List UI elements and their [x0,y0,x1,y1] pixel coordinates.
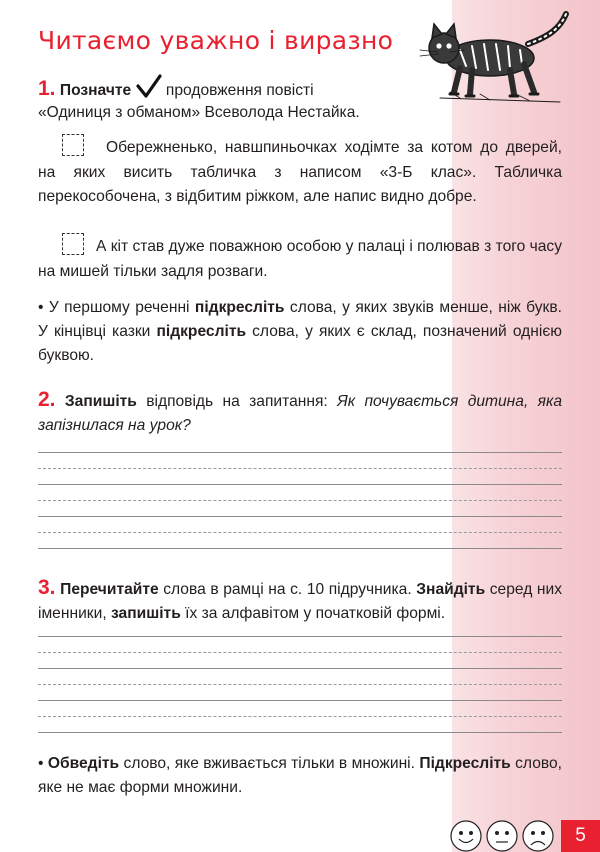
answer-line-guide [38,716,562,717]
option-2-text: А кіт став дуже поважною особою у палаці і полював з того часу на мишей тільки задля розваги. [38,238,563,280]
task-1-number: 1. [38,77,56,100]
option-1-text: Обережненько, навшпиньочках ходімте за котом до дверей, на яких висить табличка з написом «3-Б клас». Табличка перекособочена, з відбитим ріжком, але напис видно добре. [38,139,562,205]
answer-line-guide [38,500,562,501]
task-2-number: 2. [38,388,56,411]
answer-line-guide [38,532,562,533]
answer-line[interactable] [38,732,562,733]
cat-illustration-icon [410,6,586,104]
task-2-question: Як почувається дитина, яка запізнилася на урок? [38,393,562,434]
section-title: Читаємо уважно і виразно [38,26,394,55]
self-assessment-faces [448,818,558,852]
task-3-number: 3. [38,576,56,599]
answer-line[interactable] [38,548,562,549]
answer-line-guide [38,684,562,685]
task-4-note: • Обведіть слово, яке вживається тільки в множині. Підкресліть слово, яке не має форми множини. [38,755,562,796]
sad-face-icon[interactable] [523,821,553,851]
task-2-instruction: 2. Запишіть відповідь на запитання: Як почувається дитина, яка запізнилася на урок? [38,388,562,434]
answer-line[interactable] [38,516,562,517]
bullet: • [38,755,48,772]
answer-line[interactable] [38,700,562,701]
answer-line[interactable] [38,636,562,637]
answer-line[interactable] [38,484,562,485]
task-1-option-1 [38,134,562,210]
task-1-verb: Позначте [59,82,132,99]
smile-face-icon[interactable] [451,821,481,851]
task-1-option-2 [38,233,562,284]
bullet: • [38,299,49,316]
checkmark-icon [136,74,162,98]
task-1-note: • У першому реченні підкресліть слова, у яких звуків менше, ніж букв. У кінцівці казки підкресліть слова, у яких є склад, позначений однією буквою. [38,299,562,364]
task-1-subtext: «Одиниця з обманом» Всеволода Нестайка. [38,104,360,121]
answer-line-guide [38,468,562,469]
page-number: 5 [561,820,600,852]
option-1-checkbox[interactable] [62,134,84,156]
answer-line-guide [38,652,562,653]
task-1-text: продовження повісті [165,82,314,99]
answer-line[interactable] [38,668,562,669]
option-2-checkbox[interactable] [62,233,84,255]
neutral-face-icon[interactable] [487,821,517,851]
task-3-instruction: 3. Перечитайте слова в рамці на с. 10 підручника. Знайдіть серед них іменники, запишіть їх за алфавітом у початковій формі. [38,576,563,622]
answer-line[interactable] [38,452,562,453]
